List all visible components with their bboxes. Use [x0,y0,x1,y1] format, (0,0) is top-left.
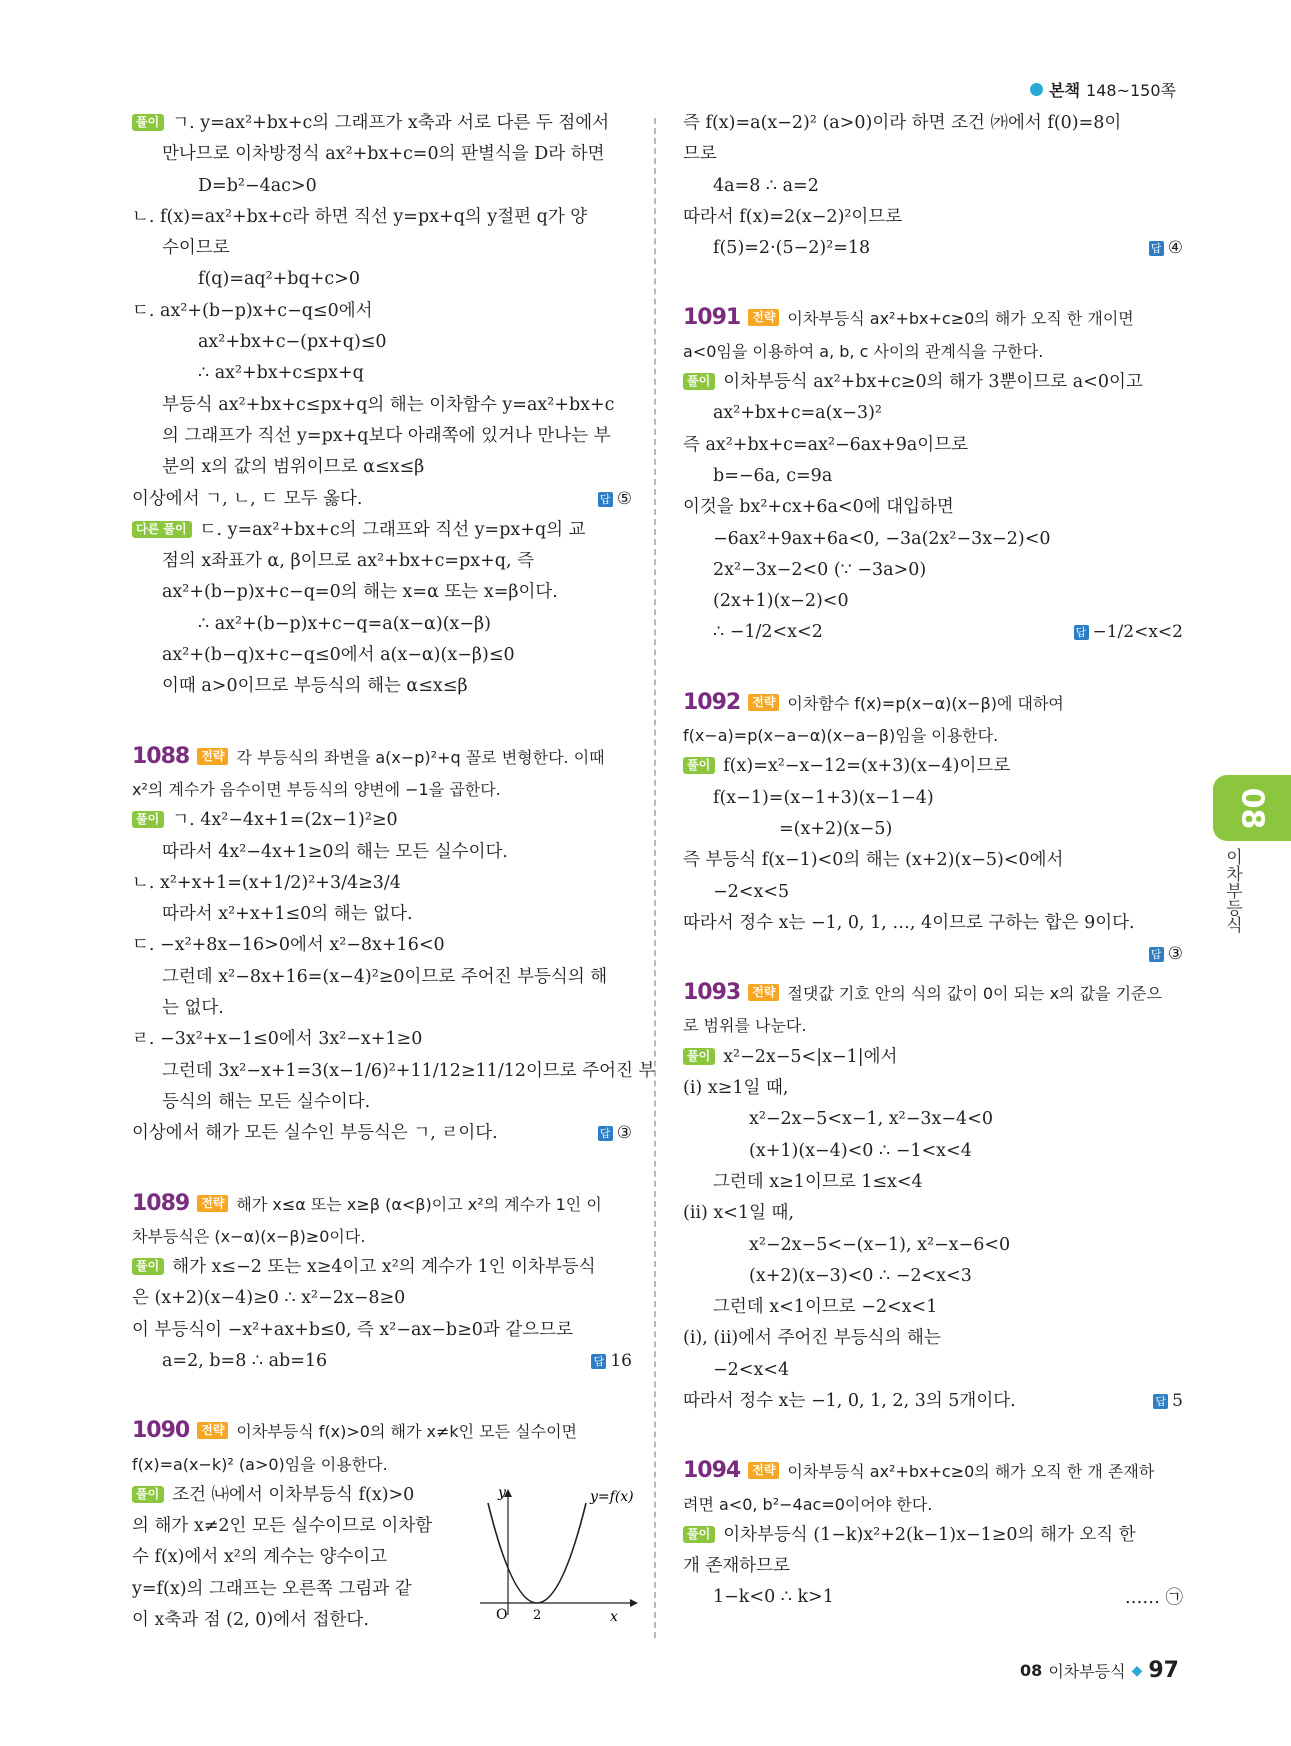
line-text: 이차부등식 ax²+bx+c≥0의 해가 3뿐이므로 a<0이고 [723,372,1143,393]
answer [1149,939,1183,970]
right-column [683,108,1183,1614]
line-text: 그런데 3x²−x+1=3(x−1/6)²+11/12≥11/12이므로 주어진 부 [162,1060,656,1081]
answer [1074,617,1184,648]
line-text: 그런데 x²−8x+16=(x−4)²≥0이므로 주어진 부등식의 해 [162,966,608,987]
line-text: 따라서 정수 x는 −1, 0, 1, 2, 3의 5개이다. [683,1390,1016,1411]
spacer [132,703,632,741]
answer-icon: 답 [591,1354,606,1369]
line-text: 은 (x+2)(x−4)≥0 ∴ x²−2x−8≥0 [132,1288,406,1309]
text-line [683,1230,1183,1261]
answer-icon: 답 [1149,947,1164,962]
text-line [132,390,632,421]
solution-tag: 풀이 [132,1258,164,1275]
line-text: (ⅰ), (ⅱ)에서 주어진 부등식의 해는 [683,1328,941,1349]
text-line [132,1252,632,1283]
problem-header-1093 [683,977,1183,1010]
answer-icon: 답 [598,1126,613,1141]
text-line [683,108,1183,139]
answer-value: ③ [616,1123,632,1144]
line-text: 1−k<0 ∴ k>1 [713,1587,834,1608]
text-line [683,1167,1183,1198]
line-text: f(x−1)=(x−1+3)(x−1−4) [713,787,934,808]
line-text: ∴ ax²+bx+c≤px+q [198,363,364,384]
answer-value: 16 [610,1350,632,1371]
line-text: 그런데 x≥1이므로 1≤x<4 [713,1171,923,1192]
line-text: ∴ ax²+(b−p)x+c−q=a(x−α)(x−β) [198,613,492,634]
line-text: (2x+1)(x−2)<0 [713,591,849,612]
chapter-tab-number: 08 [1234,787,1270,829]
text-line [683,461,1183,492]
strategy-hint: 각 부등식의 좌변을 a(x−p)²+q 꼴로 변형한다. 이때 [236,747,605,767]
line-text: ㄴ. f(x)=ax²+bx+c라 하면 직선 y=px+q의 y절편 q가 양 [132,206,588,227]
text-line [132,171,632,202]
text-line [132,1056,656,1087]
problem-number: 1091 [683,305,741,331]
line-text: −2<x<5 [713,881,790,902]
text-line [132,327,632,358]
strategy-hint: 이차부등식 ax²+bx+c≥0의 해가 오직 한 개 존재하 [787,1462,1155,1482]
line-text: ㄹ. −3x²+x−1≤0에서 3x²−x+1≥0 [132,1029,423,1050]
answer-icon: 답 [1149,241,1164,256]
text-line [132,358,632,389]
strategy-tag: 전략 [748,309,779,326]
text-line [132,899,632,930]
text-line [683,492,1183,523]
line-text: 수 f(x)에서 x²의 계수는 양수이고 [132,1547,388,1568]
strategy-tag: 전략 [197,1195,228,1212]
text-line [683,202,1183,233]
strategy-hint: f(x)=a(x−k)² (a>0)임을 이용한다. [132,1454,388,1474]
footer-chapter: 08 [1020,1661,1043,1680]
line-text: 따라서 정수 x는 −1, 0, 1, …, 4이므로 구하는 합은 9이다. [683,912,1135,933]
text-line [683,908,1183,939]
solution-tag: 풀이 [132,811,164,828]
text-line [683,586,1183,617]
text-line [683,1136,1183,1167]
text-line [132,868,632,899]
answer [1153,1386,1183,1417]
graph-svg [470,1485,640,1625]
line-text: 따라서 f(x)=2(x−2)²이므로 [683,206,903,227]
text-line [132,805,632,836]
text-line [683,617,1183,648]
line-text: 해가 x≤−2 또는 x≥4이고 x²의 계수가 1인 이차부등식 [172,1257,596,1278]
text-line [132,993,632,1024]
line-text: 즉 f(x)=a(x−2)² (a>0)이라 하면 조건 ㈎에서 f(0)=8이 [683,113,1122,133]
circle-icon [1030,83,1043,96]
line-text: ax²+(b−p)x+c−q=0의 해는 x=α 또는 x=β이다. [162,582,558,603]
line-text: ax²+bx+c=a(x−3)² [713,403,882,424]
line-text: ㄱ. y=ax²+bx+c의 그래프가 x축과 서로 다른 두 점에서 [172,113,610,133]
line-text: ㄴ. x²+x+1=(x+1/2)²+3/4≥3/4 [132,872,401,893]
text-line [132,1024,632,1055]
text-line [683,783,1183,814]
text-line [132,515,632,546]
text-line [132,640,632,671]
left-column [132,108,656,1636]
text-line [132,1087,632,1118]
text-line [132,1118,632,1149]
text-line [132,837,632,868]
strategy-hint: x²의 계수가 음수이면 부등식의 양변에 −1을 곱한다. [132,779,501,799]
chapter-tab-title: 이차부등식 [1222,848,1242,933]
answer-value: ⑤ [616,488,632,509]
line-text: b=−6a, c=9a [713,465,833,486]
answer [598,1118,632,1149]
line-text: 의 그래프가 직선 y=px+q보다 아래쪽에 있거나 만나는 부 [162,425,611,446]
problem-number: 1088 [132,743,190,769]
line-text: x²−2x−5<x−1, x²−3x−4<0 [749,1109,993,1130]
text-line [132,546,632,577]
problem-header-1089 [132,1188,632,1221]
line-text: 이때 a>0이므로 부등식의 해는 α≤x≤β [162,676,468,697]
line-text: 의 해가 x≠2인 모든 실수이므로 이차함 [132,1516,433,1537]
text-line [132,296,632,327]
strategy-hint: a<0임을 이용하여 a, b, c 사이의 관계식을 구한다. [683,341,1044,361]
text-line [683,751,1183,782]
line-text: ㄷ. ax²+(b−p)x+c−q≤0에서 [132,300,373,321]
text-line [683,367,1183,398]
problem-number: 1092 [683,689,741,715]
strategy-tag: 전략 [197,748,228,765]
text-line [683,877,1183,908]
text-line [132,421,632,452]
strategy-tag: 전략 [197,1422,228,1439]
line-text: 이것을 bx²+cx+6a<0에 대입하면 [683,497,954,518]
problem-header-1094 [683,1455,1183,1488]
strategy-hint: 려면 a<0, b²−4ac=0이어야 한다. [683,1494,933,1514]
text-line [132,930,632,961]
text-line [683,555,1183,586]
solution-tag: 풀이 [683,1048,715,1065]
text-line [132,671,632,702]
text-line [132,1346,632,1377]
text-line [683,1551,1183,1582]
text-line [683,1323,1183,1354]
x-axis-arrow [630,1599,638,1607]
spacer [132,1377,632,1415]
parabola-graph [470,1485,640,1629]
text-line [132,264,632,295]
line-text: 등식의 해는 모든 실수이다. [162,1091,371,1112]
text-line [683,1261,1183,1292]
line-text: f(x)=x²−x−12=(x+3)(x−4)이므로 [723,756,1011,777]
problem-number: 1094 [683,1458,741,1484]
text-line [683,1386,1183,1417]
book-label: 본책 [1049,81,1081,100]
line-text: 따라서 x²+x+1≤0의 해는 없다. [162,904,413,925]
footer-title: 이차부등식 [1048,1662,1126,1681]
spacer [683,649,1183,687]
solution-tag: 풀이 [132,1486,164,1503]
text-line [683,814,1183,845]
solution-tag: 풀이 [683,757,715,774]
line-text: ㄷ. y=ax²+bx+c의 그래프와 직선 y=px+q의 교 [199,519,586,540]
problem-header-1090 [132,1415,632,1448]
line-text: y=f(x)의 그래프는 오른쪽 그림과 같 [132,1578,412,1599]
line-text: D=b²−4ac>0 [198,175,317,196]
text-line [683,430,1183,461]
text-line [132,609,632,640]
answer [598,484,632,515]
solution-tag: 풀이 [132,114,164,131]
line-text: x²−2x−5<|x−1|에서 [723,1046,898,1067]
problem-header-1091 [683,302,1183,335]
chapter-tab [1213,775,1291,841]
strategy-hint: 로 범위를 나눈다. [683,1016,807,1036]
strategy-hint: 절댓값 기호 안의 식의 값이 0이 되는 x의 값을 기준으 [787,984,1162,1004]
text-line [132,1283,632,1314]
text-line [683,1355,1183,1386]
problem-number: 1090 [132,1418,190,1444]
spacer [683,1417,1183,1455]
strategy-hint: 차부등식은 (x−α)(x−β)≥0이다. [132,1226,366,1246]
y-axis-label: y [498,1485,506,1501]
line-text: 2x²−3x−2<0 (∵ −3a>0) [713,559,927,580]
text-line [683,171,1183,202]
line-text: a=2, b=8 ∴ ab=16 [162,1350,328,1371]
line-text: 즉 ax²+bx+c=ax²−6ax+9a이므로 [683,434,969,455]
text-line [683,1042,1183,1073]
line-text: 즉 부등식 f(x−1)<0의 해는 (x+2)(x−5)<0에서 [683,850,1064,871]
line-text: (ⅰ) x≥1일 때, [683,1078,789,1099]
spacer [683,264,1183,302]
line-text: (x+2)(x−3)<0 ∴ −2<x<3 [749,1265,972,1286]
answer-value: ④ [1167,238,1183,259]
answer [1149,233,1183,264]
text-line [683,1104,1183,1135]
line-text: 므로 [683,144,717,165]
page-range: 148~150쪽 [1086,81,1176,100]
line-text: f(5)=2·(5−2)²=18 [713,238,871,259]
strategy-hint: 이차부등식 ax²+bx+c≥0의 해가 오직 한 개이면 [787,309,1134,329]
answer-value: ③ [1167,944,1183,965]
text-line [683,1520,1183,1551]
equation-mark: …… ㉠ [1124,1587,1183,1608]
curve-label: y=f(x) [590,1489,634,1505]
text-line [132,202,632,233]
text-line [683,1073,1183,1104]
spacer [683,939,1183,977]
line-text: −2<x<4 [713,1359,790,1380]
strategy-tag: 전략 [748,1462,779,1479]
text-line [683,398,1183,429]
line-text: 이 부등식이 −x²+ax+b≤0, 즉 x²−ax−b≥0과 같으므로 [132,1319,574,1340]
page-number: 97 [1148,1658,1179,1683]
line-text: 수이므로 [162,238,230,259]
text-line [132,577,632,608]
strategy-hint: 이차부등식 f(x)>0의 해가 x≠k인 모든 실수이면 [236,1422,578,1442]
strategy-hint: 이차함수 f(x)=p(x−α)(x−β)에 대하여 [787,693,1064,713]
line-text: 만나므로 이차방정식 ax²+bx+c=0의 판별식을 D라 하면 [162,144,605,165]
text-line [683,139,1183,170]
line-text: 이차부등식 (1−k)x²+2(k−1)x−1≥0의 해가 오직 한 [723,1524,1136,1545]
solution-tag: 풀이 [683,1526,715,1543]
line-text: 는 없다. [162,998,224,1019]
line-text: 4a=8 ∴ a=2 [713,175,819,196]
line-text: 분의 x의 값의 범위이므로 α≤x≤β [162,457,425,478]
line-text: 이상에서 ㄱ, ㄴ, ㄷ 모두 옳다. [132,488,363,509]
line-text: −6ax²+9ax+6a<0, −3a(2x²−3x−2)<0 [713,528,1051,549]
problem-number: 1093 [683,980,741,1006]
strategy-hint: 해가 x≤α 또는 x≥β (α<β)이고 x²의 계수가 1인 이 [236,1194,602,1214]
text-line [132,1315,632,1346]
answer-value: −1/2<x<2 [1092,622,1183,643]
strategy-tag: 전략 [748,984,779,1001]
answer-icon: 답 [1153,1394,1168,1409]
strategy-hint: f(x−a)=p(x−a−α)(x−a−β)임을 이용한다. [683,726,999,746]
strategy-tag: 전략 [748,694,779,711]
line-text: f(q)=aq²+bq+c>0 [198,269,360,290]
line-text: 이 x축과 점 (2, 0)에서 접한다. [132,1610,369,1631]
text-line [683,524,1183,555]
line-text: ∴ −1/2<x<2 [713,622,823,643]
answer-icon: 답 [1074,625,1089,640]
diamond-icon: ◆ [1131,1662,1143,1679]
line-text: ax²+(b−q)x+c−q≤0에서 a(x−α)(x−β)≤0 [162,645,515,666]
line-text: ax²+bx+c−(px+q)≤0 [198,332,387,353]
line-text: 점의 x좌표가 α, β이므로 ax²+bx+c=px+q, 즉 [162,551,535,572]
problem-number: 1089 [132,1190,190,1216]
tick-2-label: 2 [533,1608,542,1623]
text-line [683,233,1183,264]
problem-header-1092 [683,687,1183,720]
text-line [683,1198,1183,1229]
line-text: x²−2x−5<−(x−1), x²−x−6<0 [749,1234,1011,1255]
text-line [132,233,632,264]
text-line [132,962,632,993]
solution-tag: 풀이 [683,373,715,390]
line-text: (ⅱ) x<1일 때, [683,1203,795,1224]
line-text: 따라서 4x²−4x+1≥0의 해는 모든 실수이다. [162,841,508,862]
text-line [132,452,632,483]
line-text: ㄱ. 4x²−4x+1=(2x−1)²≥0 [172,810,398,831]
answer-icon: 답 [598,492,613,507]
alt-solution-tag: 다른 풀이 [132,521,192,538]
origin-label: O [496,1607,508,1623]
line-text: 개 존재하므로 [683,1556,790,1577]
x-axis-label: x [610,1609,618,1625]
page-footer [1020,1658,1179,1683]
parabola-curve [488,1503,586,1603]
line-text: ㄷ. −x²+8x−16>0에서 x²−8x+16<0 [132,935,445,956]
column-divider [654,118,656,1638]
text-line [132,484,632,515]
answer [591,1346,632,1377]
line-text: =(x+2)(x−5) [779,818,893,839]
line-text: 이상에서 해가 모든 실수인 부등식은 ㄱ, ㄹ이다. [132,1123,498,1144]
problem-header-1088 [132,741,632,774]
text-line [683,1292,1183,1323]
line-text: (x+1)(x−4)<0 ∴ −1<x<4 [749,1140,972,1161]
spacer [132,1150,632,1188]
text-line [132,139,632,170]
line-text: 그런데 x<1이므로 −2<x<1 [713,1297,938,1318]
line-text: 부등식 ax²+bx+c≤px+q의 해는 이차함수 y=ax²+bx+c [162,394,615,415]
page-header [1030,78,1176,101]
text-line [683,845,1183,876]
line-text: 조건 ㈏에서 이차부등식 f(x)>0 [172,1484,415,1505]
text-line [132,108,632,139]
answer-value: 5 [1172,1390,1183,1411]
